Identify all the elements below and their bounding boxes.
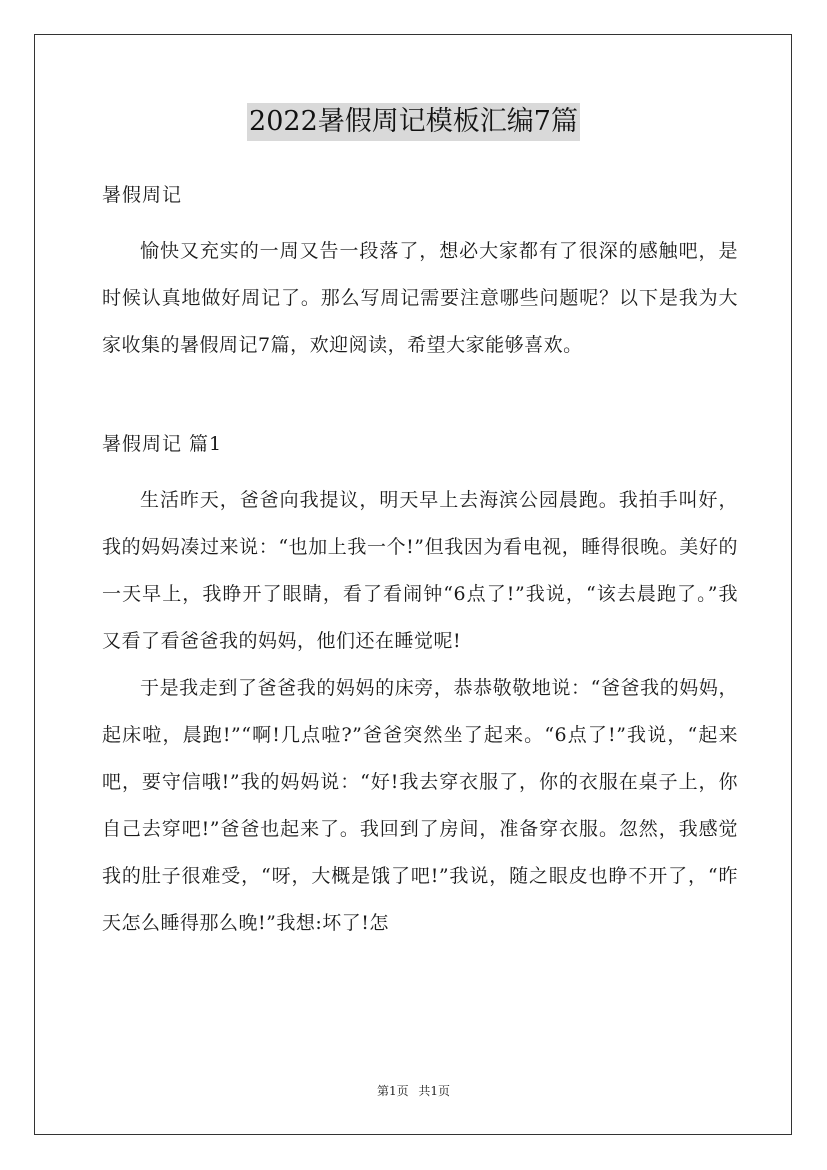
document-body <box>102 176 738 947</box>
spacer <box>102 463 738 477</box>
spacer <box>102 214 738 228</box>
intro-heading: 暑假周记 <box>102 184 183 206</box>
title-container <box>0 103 827 141</box>
document-title: 2022暑假周记模板汇编7篇 <box>247 103 580 141</box>
page-footer <box>0 1083 827 1099</box>
section-heading: 暑假周记 篇1 <box>102 433 223 455</box>
spacer <box>102 369 738 425</box>
page-total: 共1页 <box>418 1084 451 1098</box>
intro-paragraph: 愉快又充实的一周又告一段落了，想必大家都有了很深的感触吧，是时候认真地做好周记了。那么写周记需要注意哪些问题呢？以下是我为大家收集的暑假周记7篇，欢迎阅读，希望大家能够喜欢。 <box>102 240 738 356</box>
body-paragraph: 于是我走到了爸爸我的妈妈的床旁，恭恭敬敬地说：“爸爸我的妈妈，起床啦，晨跑!”“啊!几点啦?”爸爸突然坐了起来。“6点了!”我说，“起来吧，要守信哦!”我的妈妈说：“好!我去穿衣服了，你的衣服在桌子上，你自己去穿吧!”爸爸也起来了。我回到了房间，准备穿衣服。忽然，我感觉我的肚子很难受，“呀，大概是饿了吧!”我说，随之眼皮也睁不开了，“昨天怎么睡得那么晚!”我想:坏了!怎 <box>102 677 738 934</box>
body-paragraph: 生活昨天，爸爸向我提议，明天早上去海滨公园晨跑。我拍手叫好，我的妈妈凑过来说：“也加上我一个!”但我因为看电视，睡得很晚。美好的一天早上，我睁开了眼睛，看了看闹钟“6点了!”我说，“该去晨跑了。”我又看了看爸爸我的妈妈，他们还在睡觉呢! <box>102 489 738 652</box>
page-number: 第1页 <box>376 1084 409 1098</box>
